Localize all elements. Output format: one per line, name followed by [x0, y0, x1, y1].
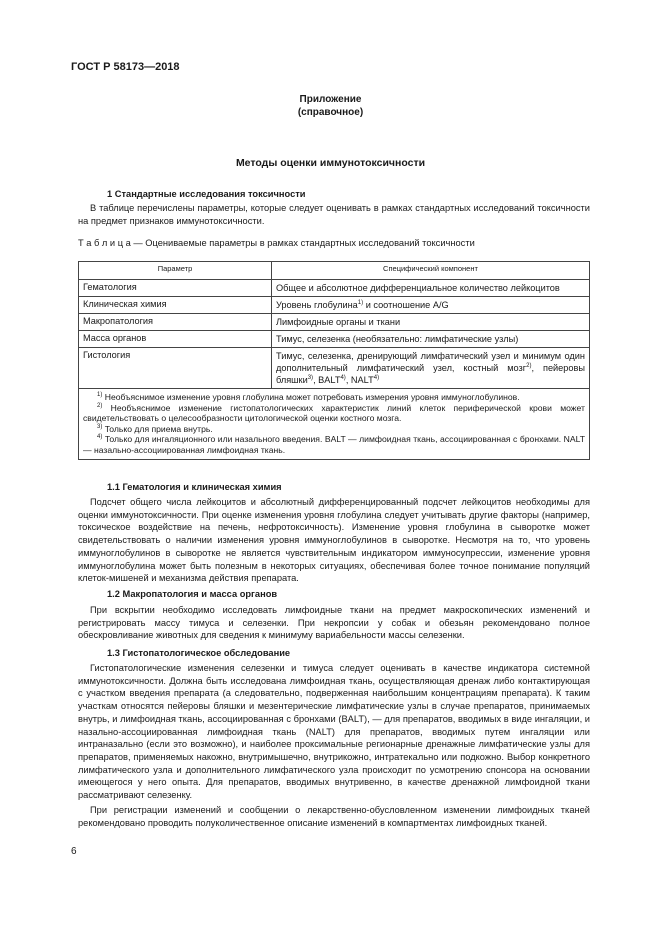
footnote-mark: 4): [97, 434, 103, 441]
table-notes-row: [79, 389, 590, 460]
table-caption: Т а б л и ц а — Оцениваемые параметры в рамках стандартных исследований токсичности: [78, 238, 475, 248]
table-row: [79, 331, 590, 348]
appendix-heading: [0, 93, 661, 119]
note-text: Необъяснимое изменение уровня глобулина может потребовать измерения уровня иммуноглобулинов.: [102, 392, 520, 402]
column-header-component: Специфический компонент: [272, 262, 590, 280]
row-component: [272, 297, 590, 314]
note-text: Только для приема внутрь.: [102, 423, 213, 434]
table-note: [83, 434, 585, 455]
row-parameter: Клиническая химия: [79, 297, 272, 314]
page-number: 6: [71, 846, 77, 857]
parameters-table: [78, 261, 590, 460]
appendix-subtitle: (справочное): [297, 107, 364, 118]
component-text: Тимус, селезенка, дренирующий лимфатический узел и минимум один дополнительный лимфатический узел, костный мозг: [276, 351, 585, 373]
table-header-row: [79, 262, 590, 280]
row-parameter: Макропатология: [79, 314, 272, 331]
column-header-parameter: Параметр: [79, 262, 272, 280]
section-1-2-text: При вскрытии необходимо исследовать лимфоидные ткани на предмет макроскопических изменений и регистрировать массу тимуса и селезенки. При некропсии у собак и обезьян рекомендовано полное обескровливание животных для сведения к минимуму вариабельности массы селезенки.: [78, 605, 590, 641]
footnote-mark: 4): [340, 374, 346, 381]
table-row: [79, 297, 590, 314]
note-text: Только для ингаляционного или назального введения. BALT — лимфоидная ткань, ассоциированная с бронхами. NALT — назально-ассоциированная лимфоидная ткань.: [83, 434, 585, 455]
section-1-3-text: Гистопатологические изменения селезенки и тимуса следует оценивать в качестве индикатора системной иммунотоксичности. Должна быть исследована лимфоидная ткань, осуществляющая дренаж либо контактирующая с участком введения препарата (а следовательно, подверженная наибольшим концентрациям препарата). К таким участкам относятся пейеровы бляшки и мезентерические лимфатические узлы в случае препаратов, принимаемых внутрь, и лимфоидная ткань, ассоциированная с бронхами (BALT), — для препаратов, вводимых в виде ингаляции, и назально-ассоциированная лимфоидная ткань (NALT) для препаратов, вводимых путем ингаляции или интраназально (если это возможно), и наиболее проксимальные регионарные дренажные лимфатические узлы для препаратов, применяемых накожно, внутримышечно, внутрикожно, интратекально или подкожно. Выбор конкретного лимфатического узла и дополнительного лимфатического узла происходит по усмотрению спонсора на основании имеющегося у него опыта. Для препаратов, вводимых внутривенно, в качестве дренажной лимфоидной ткани рассматривают селезенку.: [78, 663, 590, 801]
section-1-1-heading: 1.1 Гематология и клиническая химия: [107, 482, 282, 492]
component-text: и соотношение A/G: [363, 300, 449, 310]
table-notes: [79, 389, 590, 460]
table-note: [83, 424, 585, 435]
section-1-1-text: Подсчет общего числа лейкоцитов и абсолютный дифференцированный подсчет лейкоцитов необходимы для оценки иммунотоксичности. При оценке изменения уровня глобулина следует учитывать другие факторы (например, токсическое воздействие на печень, нефротоксичность). Изменение уровня глобулина в сыворотке может свидетельствовать о наличии изменения уровня иммуноглобулинов в сыворотке. Несмотря на то, что уровень иммуноглобулинов в сыворотке не является чувствительным индикатором иммуносупрессии, изменение уровня иммуноглобулина может быть полезным в некоторых ситуациях, обеспечивая более точное понимание популяций клеток-мишеней и механизма действия препарата.: [78, 497, 590, 584]
main-title: Методы оценки иммунотоксичности: [235, 157, 426, 169]
row-component: Лимфоидные органы и ткани: [272, 314, 590, 331]
appendix-title: Приложение: [299, 94, 362, 105]
section-1-2-heading: 1.2 Макропатология и масса органов: [107, 589, 278, 599]
row-parameter: Масса органов: [79, 331, 272, 348]
row-component: Тимус, селезенка (необязательно: лимфатические узлы): [272, 331, 590, 348]
note-text: Необъяснимое изменение гистопатологических характеристик линий клеток периферической крови может свидетельствовать о целесообразности цитологической оценки костного мозга.: [83, 402, 585, 424]
footnote-mark: 1): [357, 299, 364, 306]
component-text: , пейеровы бляшки: [276, 363, 585, 385]
section-1-3-heading: 1.3 Гистопатологическое обследование: [107, 648, 291, 658]
row-parameter: Гематология: [79, 280, 272, 297]
footnote-mark: 3): [97, 423, 103, 430]
table-row: [79, 348, 590, 389]
footnote-mark: 2): [526, 362, 532, 369]
section-1-heading: 1 Стандартные исследования токсичности: [107, 189, 306, 199]
row-component: Общее и абсолютное дифференциальное количество лейкоцитов: [272, 280, 590, 297]
row-component: [272, 348, 590, 389]
document-header: ГОСТ Р 58173—2018: [71, 61, 180, 73]
component-text: Уровень глобулина: [276, 300, 358, 310]
row-parameter: Гистология: [79, 348, 272, 389]
footnote-mark: 1): [97, 392, 103, 399]
section-1-intro: В таблице перечислены параметры, которые следует оценивать в рамках стандартных исследований токсичности на предмет признаков иммунотоксичности.: [78, 203, 590, 226]
table-note: [83, 392, 585, 403]
footnote-mark: 4): [373, 374, 380, 381]
section-1-3-text-2: При регистрации изменений и сообщении о лекарственно-обусловленном изменении лимфоидных тканей рекомендовано проводить полуколичественное описание изменений в компартментах лимфоидных тканей.: [78, 805, 590, 828]
footnote-mark: 3): [307, 374, 314, 381]
footnote-mark: 2): [97, 402, 103, 409]
table-row: [79, 314, 590, 331]
table-note: [83, 403, 585, 424]
component-text: , BALT: [313, 375, 341, 385]
component-text: , NALT: [345, 375, 374, 385]
table-row: [79, 280, 590, 297]
